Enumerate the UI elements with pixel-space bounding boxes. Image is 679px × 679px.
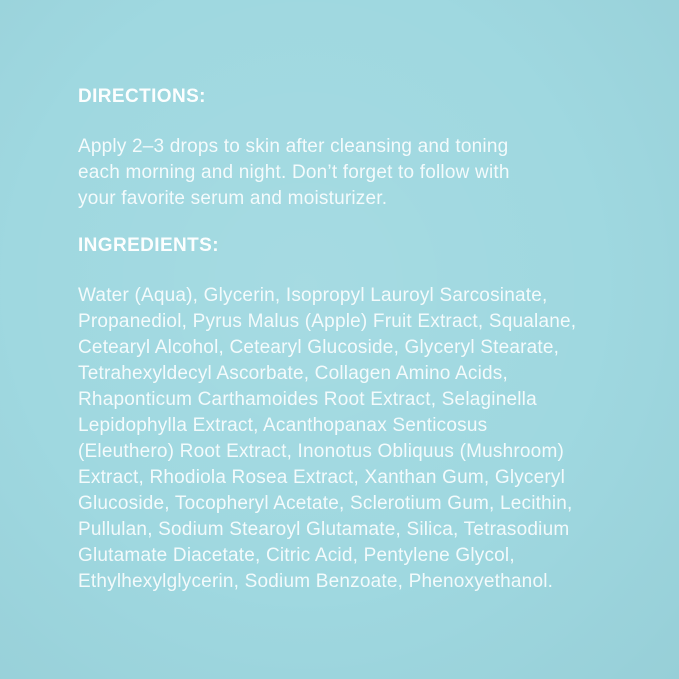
text-line: each morning and night. Don’t forget to follow with: [78, 162, 510, 183]
text-line: Apply 2–3 drops to skin after cleansing and toning: [78, 136, 509, 157]
text-line: Ethylhexylglycerin, Sodium Benzoate, Phenoxyethanol.: [78, 571, 554, 592]
text-line: Water (Aqua), Glycerin, Isopropyl Lauroyl Sarcosinate,: [78, 285, 548, 306]
text-line: (Eleuthero) Root Extract, Inonotus Obliquus (Mushroom): [78, 441, 565, 462]
text-line: Glucoside, Tocopheryl Acetate, Sclerotium Gum, Lecithin,: [78, 493, 573, 514]
text-line: your favorite serum and moisturizer.: [78, 188, 388, 209]
ingredients-heading: INGREDIENTS:: [78, 235, 219, 256]
text-line: Extract, Rhodiola Rosea Extract, Xanthan Gum, Glyceryl: [78, 467, 566, 488]
text-line: Propanediol, Pyrus Malus (Apple) Fruit Extract, Squalane,: [78, 311, 577, 332]
directions-text: [78, 134, 623, 212]
ingredients-text: [78, 283, 623, 595]
text-line: Pullulan, Sodium Stearoyl Glutamate, Silica, Tetrasodium: [78, 519, 570, 540]
text-line: Cetearyl Alcohol, Cetearyl Glucoside, Glyceryl Stearate,: [78, 337, 560, 358]
text-line: Tetrahexyldecyl Ascorbate, Collagen Amino Acids,: [78, 363, 508, 384]
text-line: Glutamate Diacetate, Citric Acid, Pentylene Glycol,: [78, 545, 515, 566]
directions-heading: DIRECTIONS:: [78, 86, 206, 107]
text-line: Rhaponticum Carthamoides Root Extract, Selaginella: [78, 389, 537, 410]
text-line: Lepidophylla Extract, Acanthopanax Senticosus: [78, 415, 488, 436]
